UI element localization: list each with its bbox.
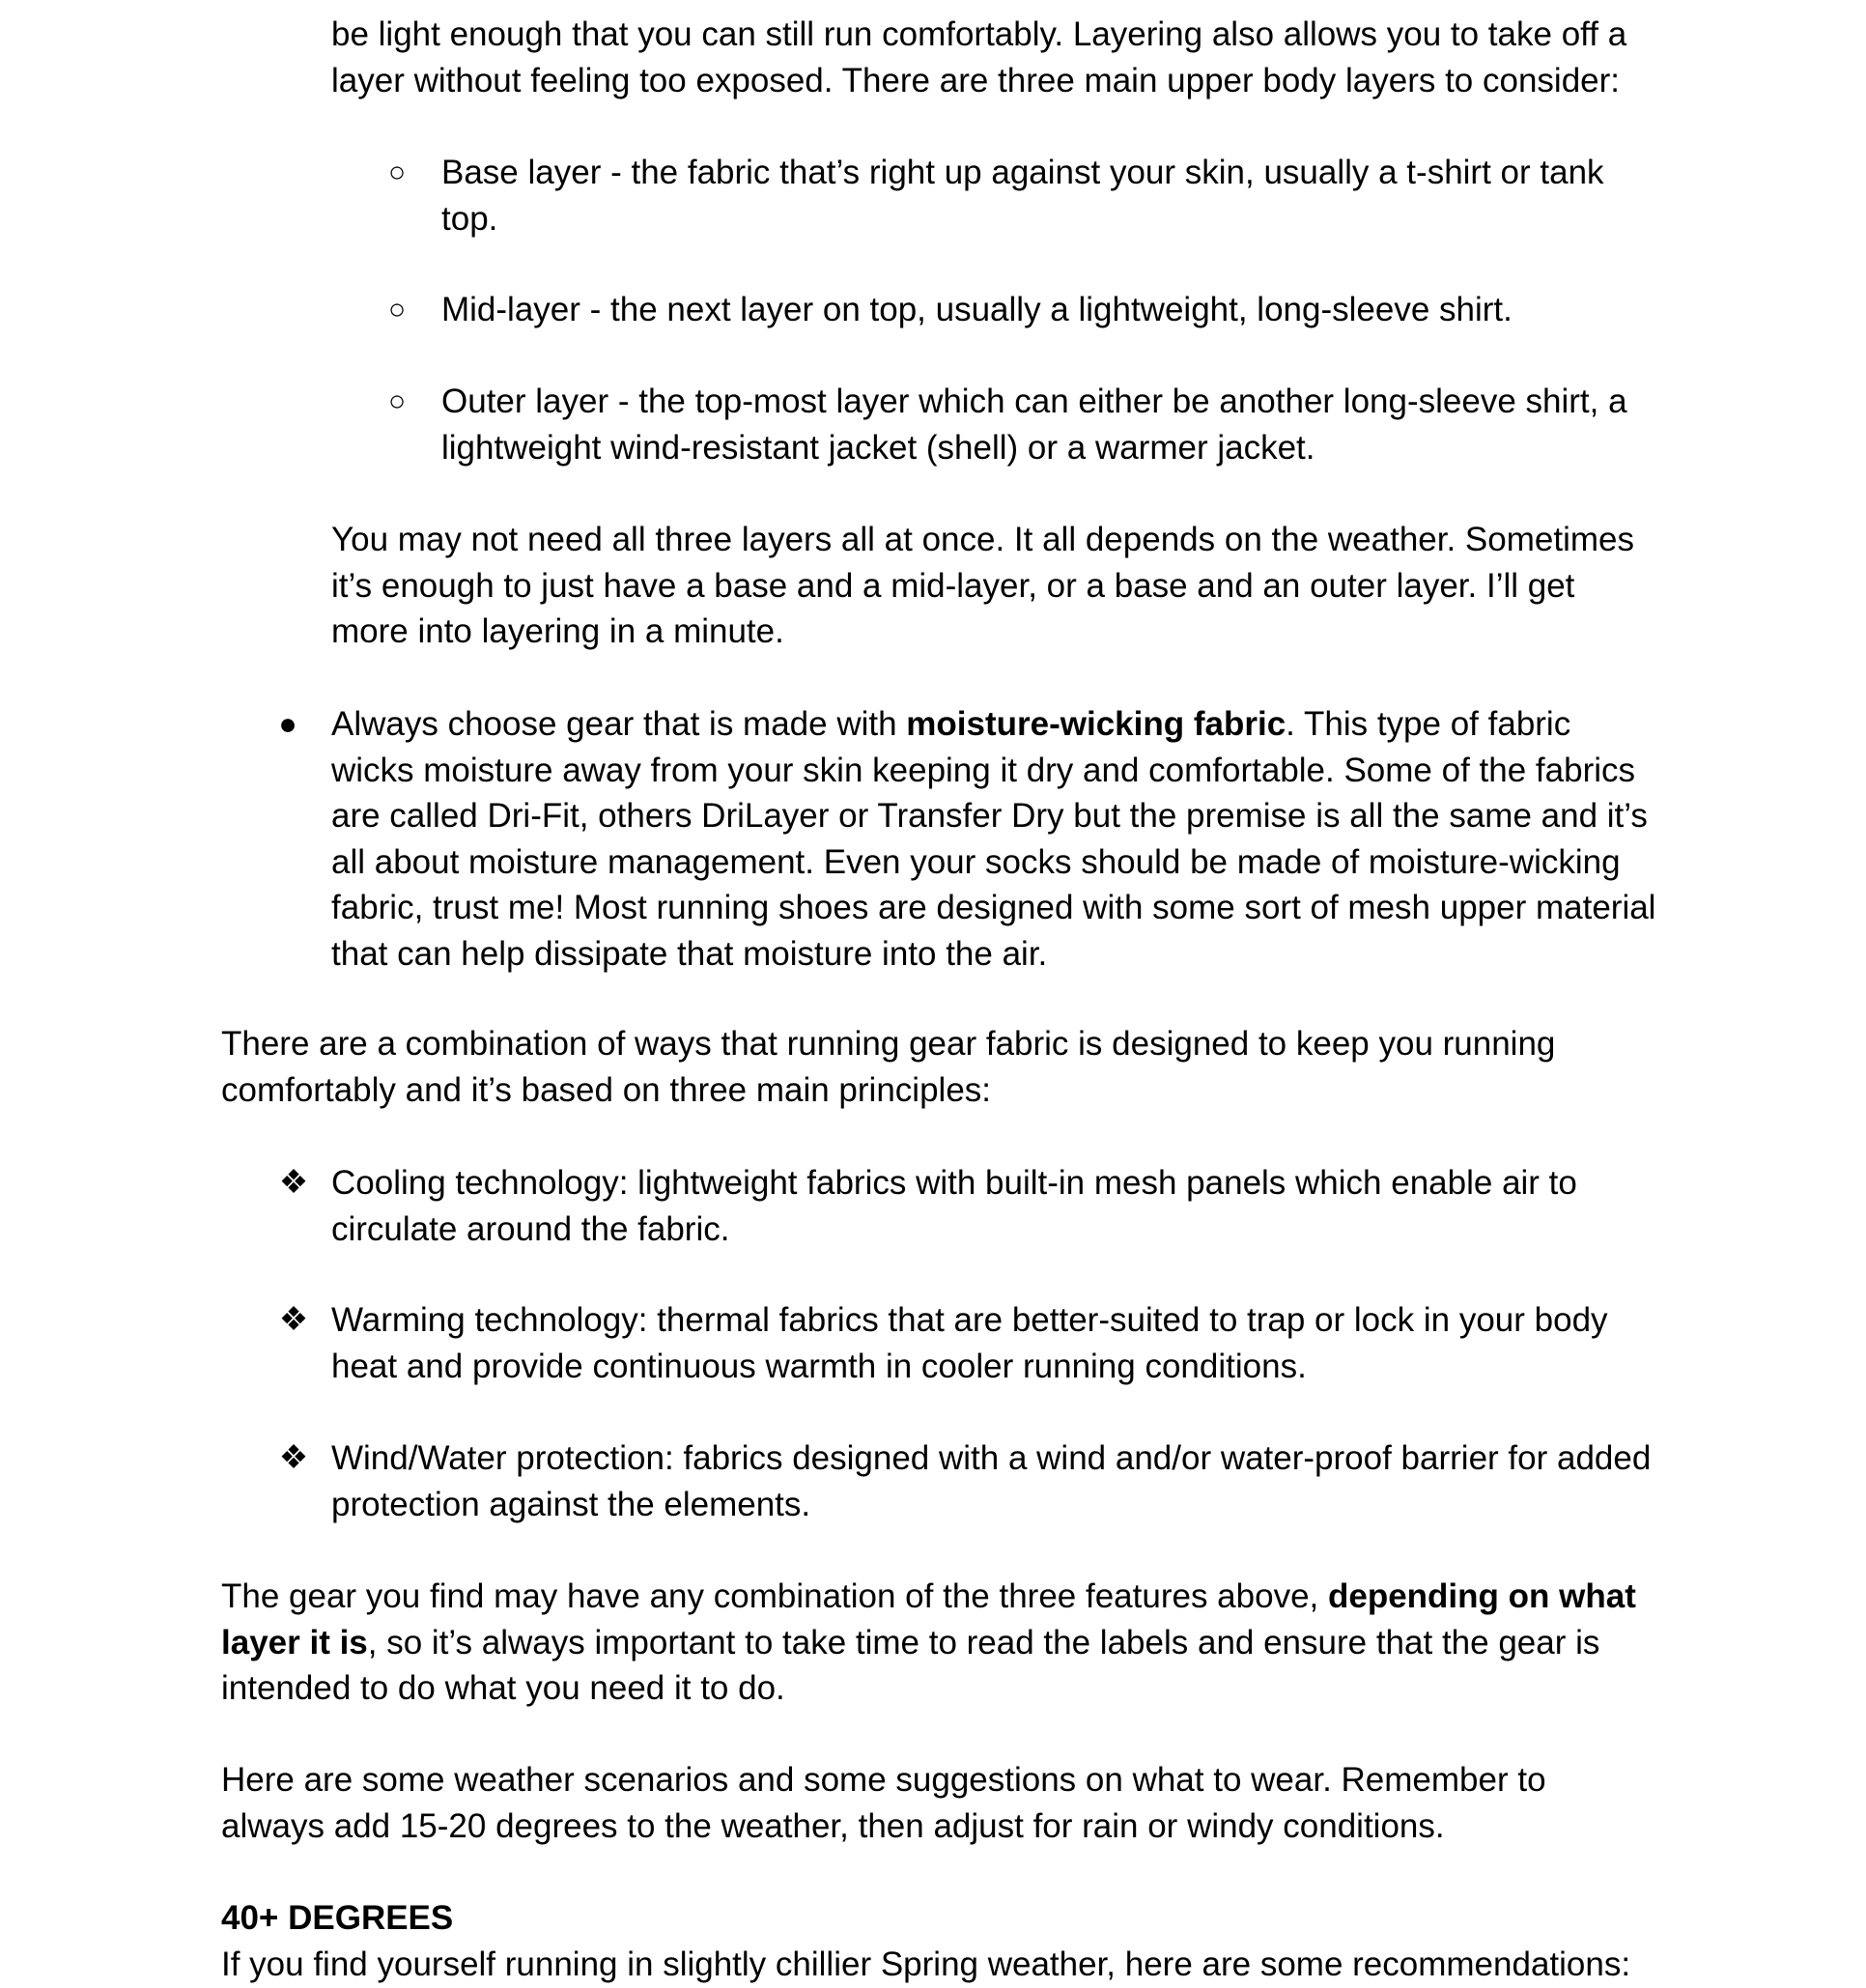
moisture-wicking-bullet bbox=[331, 701, 1655, 977]
text-run: The gear you find may have any combination of the three features above, bbox=[221, 1577, 1328, 1615]
layers-list-item-mid bbox=[441, 287, 1513, 333]
paragraph-line: more into layering in a minute. bbox=[331, 612, 784, 650]
diamond-bullet-icon: ❖ bbox=[278, 1439, 309, 1476]
list-item-line: heat and provide continuous warmth in cooler running conditions. bbox=[331, 1347, 1307, 1385]
paragraph-line: it’s enough to just have a base and a mid-layer, or a base and an outer layer. I’ll get bbox=[331, 566, 1575, 605]
principles-item-wind-water bbox=[331, 1435, 1651, 1527]
principles-intro-paragraph bbox=[221, 1021, 1555, 1113]
scenarios-paragraph bbox=[221, 1757, 1546, 1849]
intro-line-1: be light enough that you can still run comfortably. Layering also allows you to take off a bbox=[331, 15, 1627, 53]
bold-text-run: moisture-wicking fabric bbox=[906, 705, 1286, 743]
paragraph-line: always add 15-20 degrees to the weather, then adjust for rain or windy conditions. bbox=[221, 1806, 1445, 1845]
paragraph-line: wicks moisture away from your skin keeping it dry and comfortable. Some of the fabrics bbox=[331, 751, 1635, 789]
paragraph-line: Here are some weather scenarios and some suggestions on what to wear. Remember to bbox=[221, 1761, 1546, 1799]
text-run: , so it’s always important to take time to read the labels and ensure that the gear is bbox=[367, 1623, 1600, 1661]
intro-line-2: layer without feeling too exposed. There are three main upper body layers to consider: bbox=[331, 61, 1621, 99]
bold-text-run: depending on what bbox=[1327, 1577, 1636, 1615]
text-run: Always choose gear that is made with bbox=[331, 705, 907, 743]
list-item-line: lightweight wind-resistant jacket (shell) or a warmer jacket. bbox=[441, 428, 1315, 467]
paragraph-line bbox=[221, 1574, 1636, 1620]
list-item-line: circulate around the fabric. bbox=[331, 1209, 730, 1248]
hollow-bullet-icon: ○ bbox=[387, 156, 407, 188]
principles-item-warming bbox=[331, 1297, 1608, 1389]
paragraph-line: intended to do what you need it to do. bbox=[221, 1669, 785, 1707]
paragraph-line: There are a combination of ways that running gear fabric is designed to keep you running bbox=[221, 1025, 1556, 1063]
layers-list-item-outer bbox=[441, 379, 1627, 470]
list-item-line: protection against the elements. bbox=[331, 1485, 811, 1523]
paragraph-line: all about moisture management. Even your socks should be made of moisture-wicking bbox=[331, 842, 1621, 881]
hollow-bullet-icon: ○ bbox=[387, 385, 407, 417]
paragraph-line bbox=[221, 1620, 1636, 1666]
diamond-bullet-icon: ❖ bbox=[278, 1164, 309, 1201]
list-item-line: Wind/Water protection: fabrics designed with a wind and/or water-proof barrier for added bbox=[331, 1439, 1652, 1477]
combination-paragraph bbox=[221, 1574, 1636, 1712]
layers-list-item-base bbox=[441, 150, 1604, 241]
diamond-bullet-icon: ❖ bbox=[278, 1301, 309, 1338]
paragraph-line: fabric, trust me! Most running shoes are designed with some sort of mesh upper material bbox=[331, 889, 1656, 926]
paragraph-line: You may not need all three layers all at once. It all depends on the weather. Sometimes bbox=[331, 521, 1634, 558]
hollow-bullet-icon: ○ bbox=[387, 294, 407, 326]
paragraph-line: comfortably and it’s based on three main principles: bbox=[221, 1070, 992, 1109]
bold-text-run: layer it is bbox=[221, 1623, 368, 1661]
list-item-line: top. bbox=[441, 199, 498, 238]
layers-note-paragraph bbox=[331, 517, 1634, 655]
disc-bullet-icon: ● bbox=[278, 706, 297, 741]
section-intro: If you find yourself running in slightly chillier Spring weather, here are some recommendations: bbox=[221, 1945, 1631, 1983]
section-heading: 40+ DEGREES bbox=[221, 1899, 454, 1937]
paragraph-line: are called Dri-Fit, others DriLayer or Transfer Dry but the premise is all the same and it’s bbox=[331, 797, 1648, 835]
list-item-line: Base layer - the fabric that’s right up against your skin, usually a t-shirt or tank bbox=[441, 154, 1604, 191]
list-item-line: Outer layer - the top-most layer which can either be another long-sleeve shirt, a bbox=[441, 383, 1627, 420]
intro-paragraph bbox=[331, 12, 1626, 103]
text-run: . This type of fabric bbox=[1286, 705, 1571, 743]
principles-item-cooling bbox=[331, 1160, 1577, 1252]
paragraph-line bbox=[331, 701, 1655, 748]
list-item-line: Mid-layer - the next layer on top, usually a lightweight, long-sleeve shirt. bbox=[441, 291, 1513, 328]
paragraph-line: that can help dissipate that moisture into the air. bbox=[331, 934, 1048, 973]
list-item-line: Warming technology: thermal fabrics that are better-suited to trap or lock in your body bbox=[331, 1301, 1608, 1339]
list-item-line: Cooling technology: lightweight fabrics with built-in mesh panels which enable air to bbox=[331, 1164, 1577, 1202]
